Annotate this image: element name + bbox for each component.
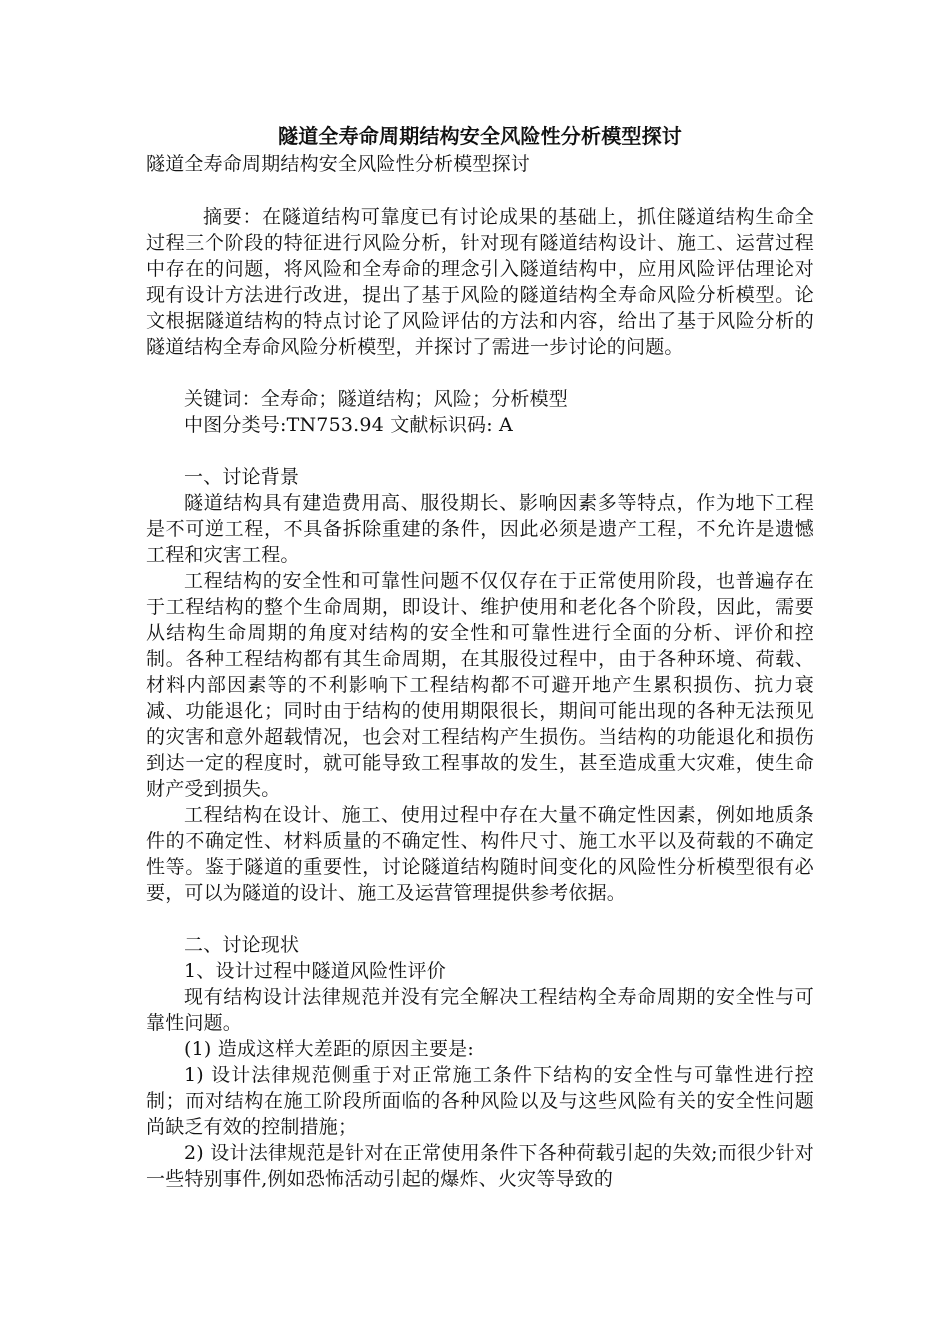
body-paragraph: 工程结构的安全性和可靠性问题不仅仅存在于正常使用阶段，也普遍存在于工程结构的整个生命周期，即设计、维护使用和老化各个阶段，因此，需要从结构生命周期的角度对结构的安全性和可靠性进行全面的分析、评价和控制。各种工程结构都有其生命周期，在其服役过程中，由于各种环境、荷载、材料内部因素等的不利影响下工程结构都不可避开地产生累积损伤、抗力衰减、功能退化；同时由于结构的使用期限很长，期间可能出现的各种无法预见的灾害和意外超载情况，也会对工程结构产生损伤。当结构的功能退化和损伤到达一定的程度时，就可能导致工程事故的发生，甚至造成重大灾难，使生命财产受到损失。 (146, 570, 814, 800)
abstract-paragraph: 摘要：在隧道结构可靠度已有讨论成果的基础上，抓住隧道结构生命全过程三个阶段的特征进行风险分析，针对现有隧道结构设计、施工、运营过程中存在的问题，将风险和全寿命的理念引入隧道结构中，应用风险评估理论对现有设计方法进行改进，提出了基于风险的隧道结构全寿命风险分析模型。论文根据隧道结构的特点讨论了风险评估的方法和内容，给出了基于风险分析的隧道结构全寿命风险分析模型，并探讨了需进一步讨论的问题。 (146, 206, 814, 358)
body-paragraph: 工程结构在设计、施工、使用过程中存在大量不确定性因素，例如地质条件的不确定性、材料质量的不确定性、构件尺寸、施工水平以及荷载的不确定性等。鉴于隧道的重要性，讨论隧道结构随时间变化的风险性分析模型很有必要，可以为隧道的设计、施工及运营管理提供参考依据。 (146, 804, 814, 904)
blank-line (146, 438, 814, 464)
body-paragraph: (1) 造成这样大差距的原因主要是: (184, 1038, 474, 1060)
body-paragraph: 2) 设计法律规范是针对在正常使用条件下各种荷载引起的失效;而很少针对一些特别事件,例如恐怖活动引起的爆炸、火灾等导致的 (146, 1142, 814, 1190)
blank-line (146, 360, 814, 386)
classification-line: 中图分类号:TN753.94 文献标识码: A (184, 414, 513, 436)
subsection-heading: 1、设计过程中隧道风险性评价 (184, 960, 446, 982)
keywords-line: 关键词：全寿命；隧道结构；风险；分析模型 (184, 388, 569, 410)
blank-line (146, 178, 814, 204)
blank-line (146, 906, 814, 932)
body-paragraph: 1) 设计法律规范侧重于对正常施工条件下结构的安全性与可靠性进行控制；而对结构在施工阶段所面临的各种风险以及与这些风险有关的安全性问题尚缺乏有效的控制措施； (146, 1064, 814, 1138)
document-subtitle: 隧道全寿命周期结构安全风险性分析模型探讨 (146, 153, 531, 175)
body-paragraph: 隧道结构具有建造费用高、服役期长、影响因素多等特点，作为地下工程是不可逆工程，不具备拆除重建的条件，因此必须是遗产工程，不允许是遗憾工程和灾害工程。 (146, 492, 814, 566)
body-paragraph: 现有结构设计法律规范并没有完全解决工程结构全寿命周期的安全性与可靠性问题。 (146, 986, 814, 1034)
document-body (146, 122, 814, 1192)
section-heading: 一、讨论背景 (184, 466, 300, 488)
section-heading: 二、讨论现状 (184, 934, 300, 956)
document-title: 隧道全寿命周期结构安全风险性分析模型探讨 (278, 124, 682, 148)
